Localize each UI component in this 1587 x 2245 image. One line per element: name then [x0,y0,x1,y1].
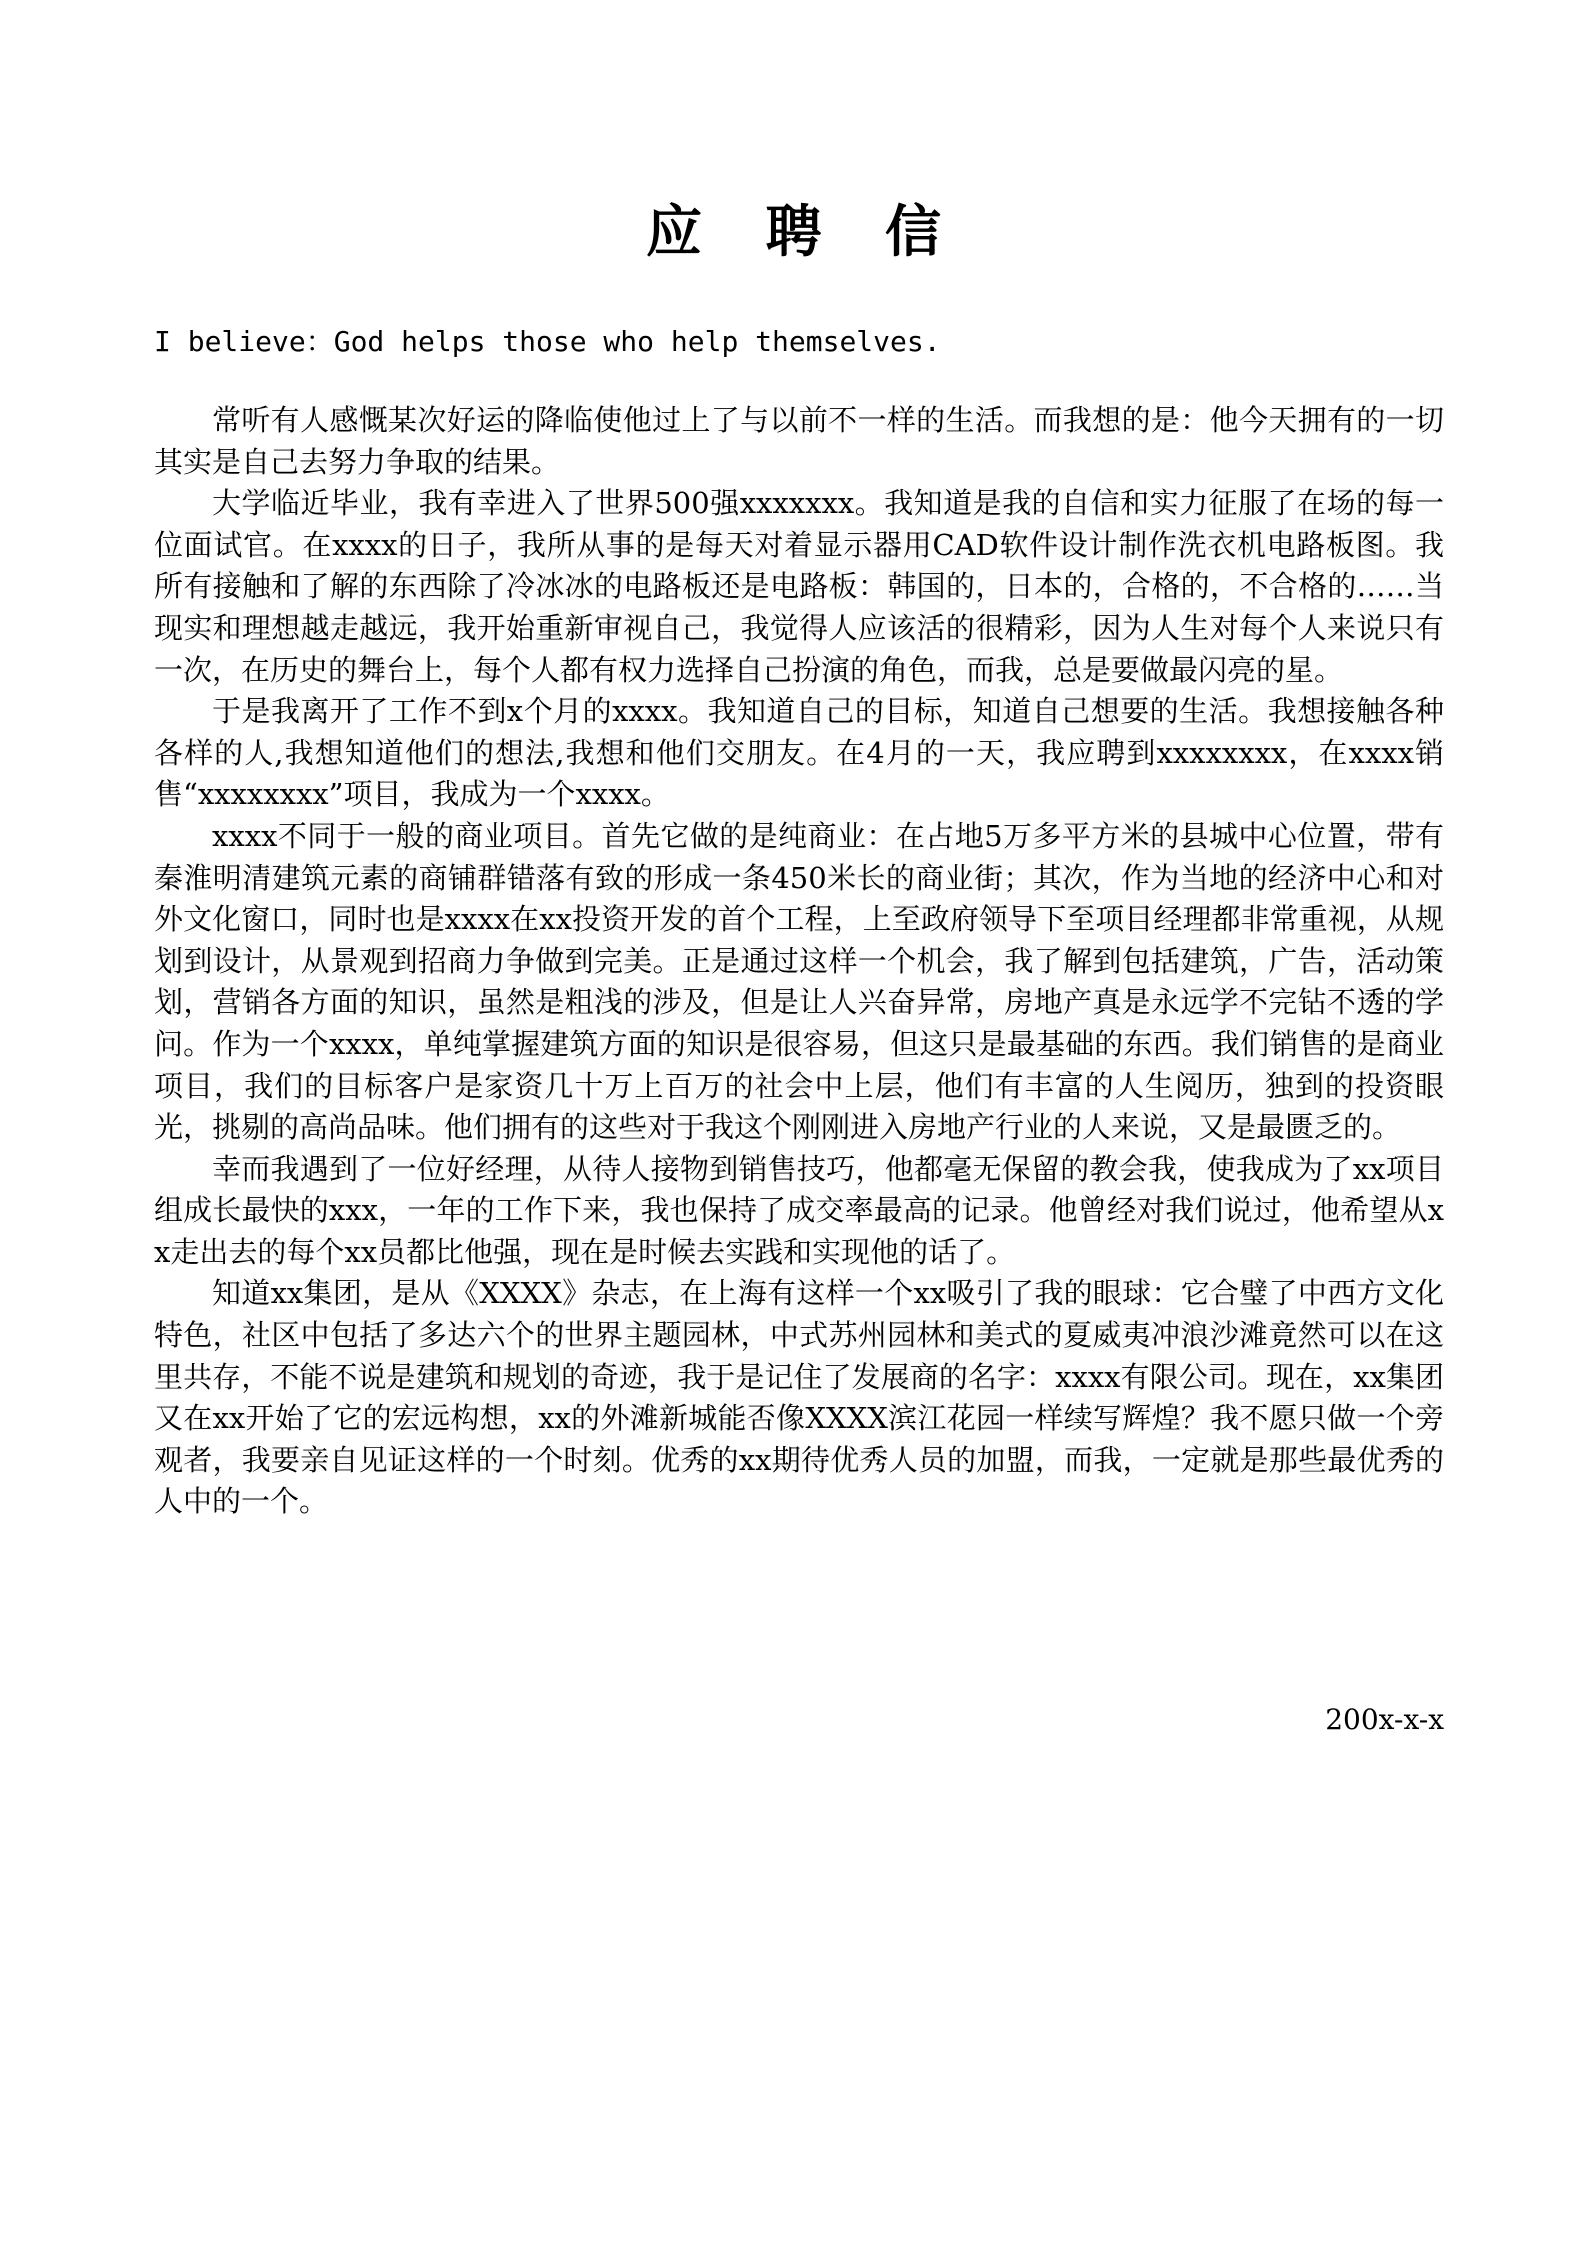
body-paragraph: 于是我离开了工作不到x个月的xxxx。我知道自己的目标，知道自己想要的生活。我想接触各种各样的人,我想知道他们的想法,我想和他们交朋友。在4月的一天，我应聘到xxxxxxxx，在xxxx销售“xxxxxxxx”项目，我成为一个xxxx。 [154,694,1444,812]
motto-line: I believe：God helps those who help themselves. [154,325,941,358]
letter-body [154,400,1444,1523]
body-paragraph: 常听有人感慨某次好运的降临使他过上了与以前不一样的生活。而我想的是：他今天拥有的一切其实是自己去努力争取的结果。 [154,403,1444,479]
body-paragraph: xxxx不同于一般的商业项目。首先它做的是纯商业：在占地5万多平方米的县城中心位置，带有秦淮明清建筑元素的商铺群错落有致的形成一条450米长的商业街；其次，作为当地的经济中心和对外文化窗口，同时也是xxxx在xx投资开发的首个工程，上至政府领导下至项目经理都非常重视，从规划到设计，从景观到招商力争做到完美。正是通过这样一个机会，我了解到包括建筑，广告，活动策划，营销各方面的知识，虽然是粗浅的涉及，但是让人兴奋异常，房地产真是永远学不完钻不透的学问。作为一个xxxx，单纯掌握建筑方面的知识是很容易，但这只是最基础的东西。我们销售的是商业项目，我们的目标客户是家资几十万上百万的社会中上层，他们有丰富的人生阅历，独到的投资眼光，挑剔的高尚品味。他们拥有的这些对于我这个刚刚进入房地产行业的人来说，又是最匮乏的。 [154,818,1444,1145]
letter-date: 200x-x-x [1325,1703,1444,1736]
letter-title: 应 聘 信 [646,199,963,265]
body-paragraph: 知道xx集团，是从《XXXX》杂志，在上海有这样一个xx吸引了我的眼球：它合璧了中西方文化特色，社区中包括了多达六个的世界主题园林，中式苏州园林和美式的夏威夷冲浪沙滩竟然可以在这里共存，不能不说是建筑和规划的奇迹，我于是记住了发展商的名字：xxxx有限公司。现在，xx集团又在xx开始了它的宏远构想，xx的外滩新城能否像XXXX滨江花园一样续写辉煌？我不愿只做一个旁观者，我要亲自见证这样的一个时刻。优秀的xx期待优秀人员的加盟，而我，一定就是那些最优秀的人中的一个。 [154,1276,1444,1519]
body-paragraph: 幸而我遇到了一位好经理，从待人接物到销售技巧，他都毫无保留的教会我，使我成为了xx项目组成长最快的xxx，一年的工作下来，我也保持了成交率最高的记录。他曾经对我们说过，他希望从xx走出去的每个xx员都比他强，现在是时候去实践和实现他的话了。 [154,1151,1444,1269]
body-paragraph: 大学临近毕业，我有幸进入了世界500强xxxxxxx。我知道是我的自信和实力征服了在场的每一位面试官。在xxxx的日子，我所从事的是每天对着显示器用CAD软件设计制作洗衣机电路板图。我所有接触和了解的东西除了冷冰冰的电路板还是电路板：韩国的，日本的，合格的，不合格的……当现实和理想越走越远，我开始重新审视自己，我觉得人应该活的很精彩，因为人生对每个人来说只有一次，在历史的舞台上，每个人都有权力选择自己扮演的角色，而我，总是要做最闪亮的星。 [154,486,1444,687]
